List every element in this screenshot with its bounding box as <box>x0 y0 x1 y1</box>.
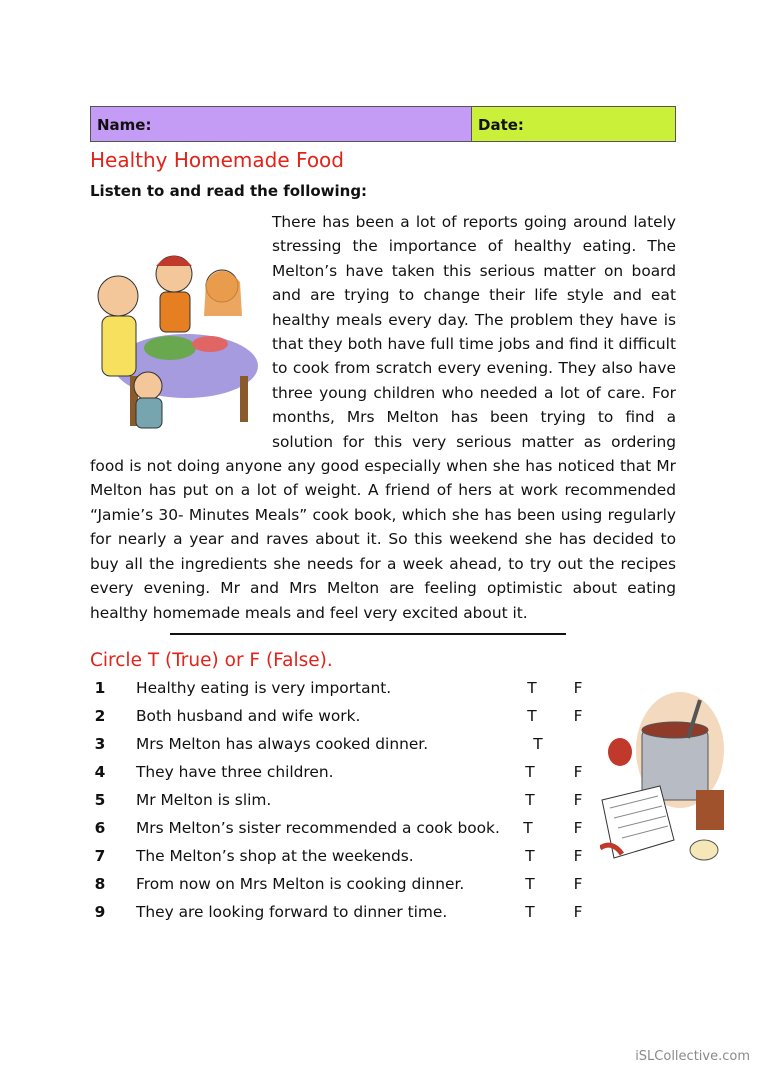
true-option[interactable]: T <box>525 763 535 781</box>
question-row <box>90 763 600 787</box>
family-dinner-illustration <box>90 236 266 432</box>
false-option[interactable]: F <box>573 791 583 809</box>
false-option[interactable]: F <box>573 819 583 837</box>
false-option[interactable]: F <box>573 707 583 725</box>
question-row <box>90 875 600 899</box>
true-option[interactable]: T <box>525 875 535 893</box>
question-text: Mrs Melton’s sister recommended a cook book. <box>136 819 500 837</box>
true-option[interactable]: T <box>533 735 543 753</box>
question-row <box>90 819 600 843</box>
question-number: 2 <box>94 707 106 725</box>
name-field[interactable] <box>91 107 472 141</box>
question-text: Healthy eating is very important. <box>136 679 392 697</box>
passage-text: There has been a lot of reports going around lately stressing the importance of healthy eating. The Melton’s have taken this serious matter on board and are trying to change their life style and eat healthy meals every day. The problem they have is that they both have full time jobs and find it difficult to cook from scratch every evening. They also have three young children who needed a lot of care. For months, Mrs Melton has been trying to find a solution for this very serious matter as ordering food is not doing anyone any good especially when she has noticed that Mr Melton has put on a lot of weight. A friend of hers at work recommended “Jamie’s 30- Minutes Meals” cook book, which she has been using regularly for nearly a year and raves about it. So this weekend she has decided to buy all the ingredients she needs for a week ahead, to try out the recipes every evening. Mr and Mrs Melton are feeling optimistic about eating healthy homemade meals and feel very excited about it. <box>90 213 676 622</box>
question-text: Mrs Melton has always cooked dinner. <box>136 735 429 753</box>
questions-title: Circle T (True) or F (False). <box>90 650 333 671</box>
question-row <box>90 847 600 871</box>
true-option[interactable]: T <box>525 791 535 809</box>
question-text: The Melton’s shop at the weekends. <box>136 847 414 865</box>
question-number: 4 <box>94 763 106 781</box>
date-field[interactable] <box>472 107 675 141</box>
divider <box>170 633 566 635</box>
question-row <box>90 735 600 759</box>
date-label: Date: <box>478 116 524 134</box>
question-text: Both husband and wife work. <box>136 707 361 725</box>
worksheet-title: Healthy Homemade Food <box>90 148 344 172</box>
name-label: Name: <box>97 116 152 134</box>
question-number: 9 <box>94 903 106 921</box>
watermark: iSLCollective.com <box>635 1049 750 1064</box>
question-number: 8 <box>94 875 106 893</box>
question-text: They have three children. <box>136 763 334 781</box>
question-number: 3 <box>94 735 106 753</box>
instruction: Listen to and read the following: <box>90 182 368 200</box>
false-option[interactable]: F <box>573 763 583 781</box>
true-option[interactable]: T <box>523 819 533 837</box>
question-row <box>90 791 600 815</box>
false-option[interactable]: F <box>573 847 583 865</box>
false-option[interactable]: F <box>573 679 583 697</box>
cooking-pot-illustration <box>600 690 724 870</box>
question-text: Mr Melton is slim. <box>136 791 272 809</box>
question-text: They are looking forward to dinner time. <box>136 903 448 921</box>
question-row <box>90 903 600 927</box>
reading-passage <box>90 210 676 625</box>
true-option[interactable]: T <box>527 707 537 725</box>
question-row <box>90 707 600 731</box>
name-date-header <box>90 106 676 142</box>
true-option[interactable]: T <box>527 679 537 697</box>
question-text: From now on Mrs Melton is cooking dinner. <box>136 875 465 893</box>
false-option[interactable]: F <box>573 875 583 893</box>
true-option[interactable]: T <box>525 903 535 921</box>
question-number: 6 <box>94 819 106 837</box>
question-row <box>90 679 600 703</box>
question-number: 5 <box>94 791 106 809</box>
false-option[interactable]: F <box>573 903 583 921</box>
true-option[interactable]: T <box>525 847 535 865</box>
question-number: 7 <box>94 847 106 865</box>
question-number: 1 <box>94 679 106 697</box>
